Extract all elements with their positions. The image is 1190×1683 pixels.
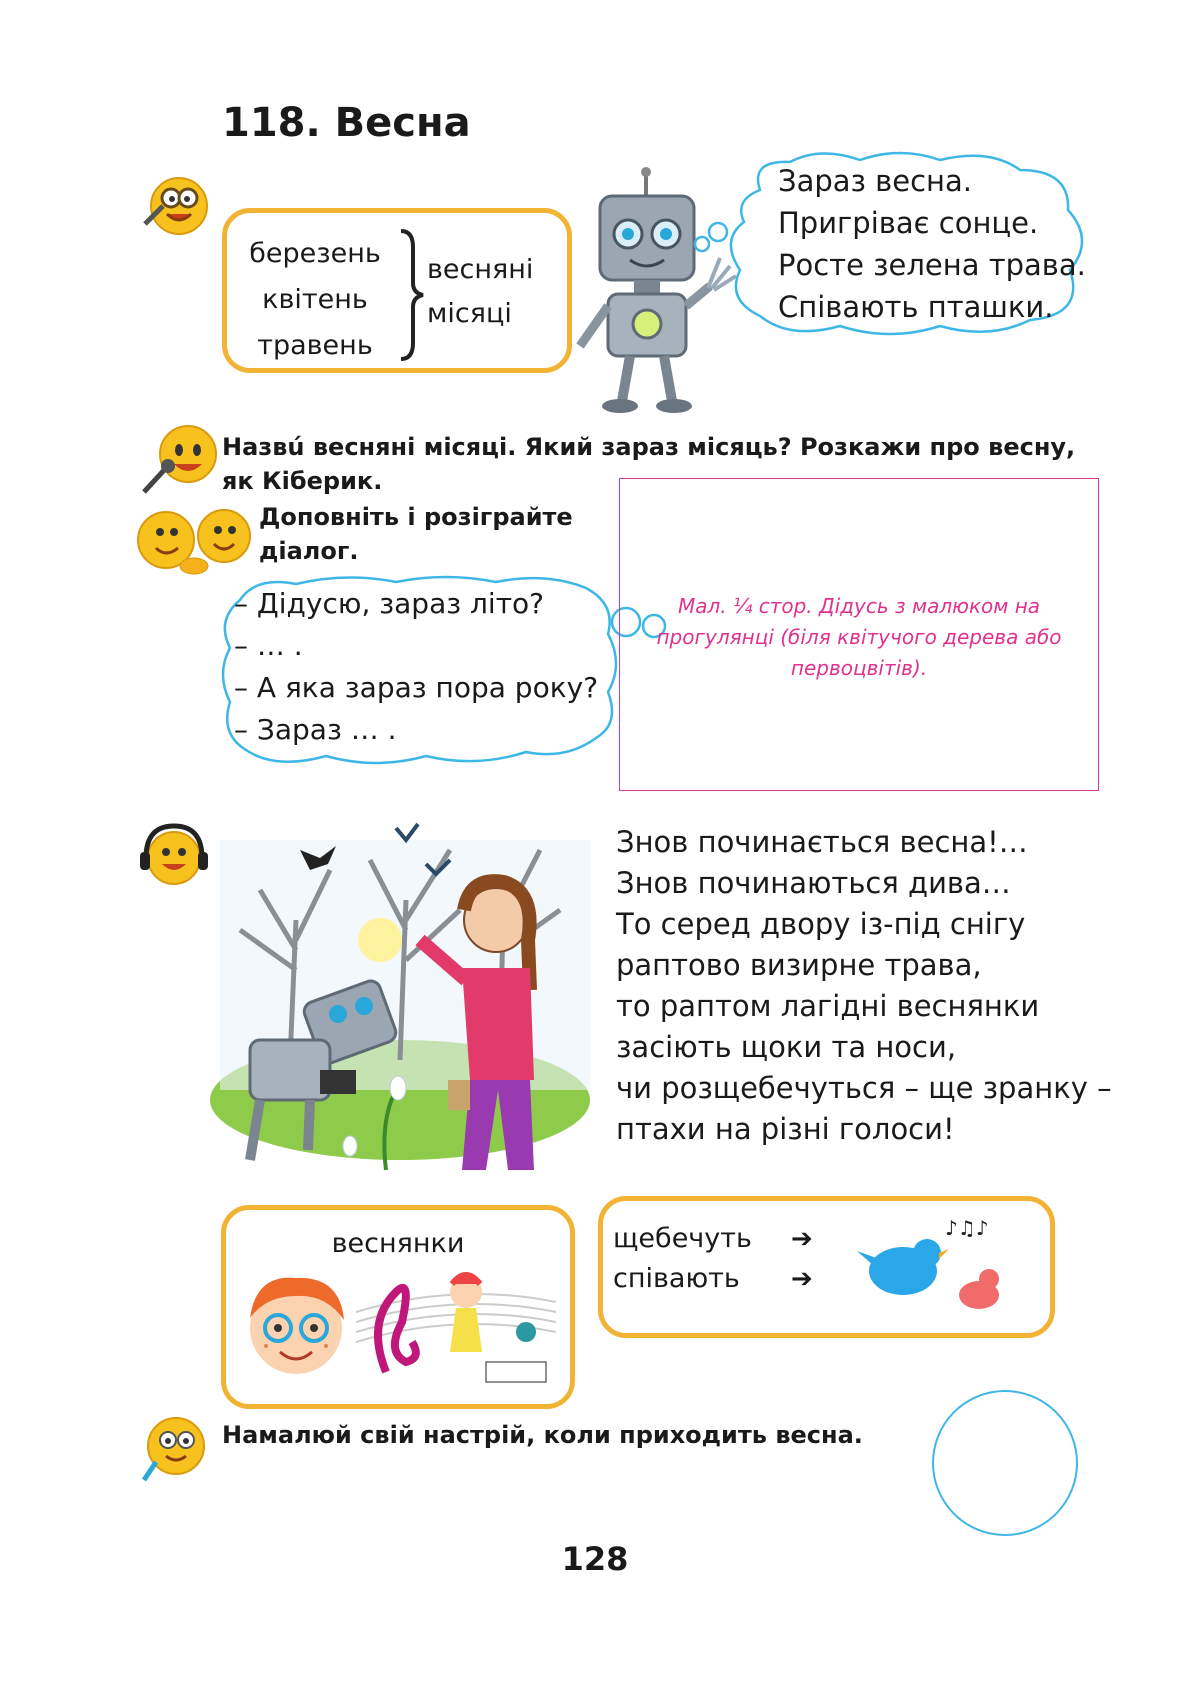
dialog-line: – … . (234, 629, 303, 662)
arrow-right-icon: ➔ (791, 1224, 813, 1254)
birds-box (598, 1196, 1055, 1338)
dialog-lines (234, 583, 598, 751)
singing-birds-illustration (853, 1209, 1013, 1319)
poem-line: Знов починається весна!… (616, 825, 1028, 859)
dialog-line: – Зараз … . (234, 713, 397, 746)
page-number: 128 (561, 1540, 629, 1578)
magnifier-smiley-icon (135, 168, 215, 240)
poem-line: Знов починаються дива… (616, 866, 1011, 900)
task3-instruction: Намалюй свій настрій, коли приходить весна. (222, 1421, 863, 1449)
robot-speech: Зараз весна. Пригріває сонце. Росте зелена трава. Співають пташки. (778, 164, 1086, 324)
freckled-face-illustration (236, 1270, 356, 1380)
curly-brace-icon (397, 227, 425, 362)
dialog-line: – Дідусю, зараз літо? (234, 587, 544, 620)
poem-line: чи розщебечуться – ще зранку – (616, 1071, 1112, 1105)
arrow-right-icon: ➔ (791, 1264, 813, 1294)
arrows (791, 1219, 813, 1299)
birds-verbs: щебечуть співають (613, 1223, 752, 1294)
poem-line: раптово визирне трава, (616, 948, 982, 982)
vesnyanky-label: веснянки (331, 1228, 465, 1259)
music-girl-illustration (356, 1262, 556, 1392)
image-placeholder-text: Мал. ¼ стор. Дідусь з малюком на прогулянці (біля квітучого дерева або первоцвітів). (656, 594, 1062, 680)
months-list (245, 231, 385, 369)
task1-instruction: Назвú весняні місяці. Який зараз місяць? Розкажи про весну, як Кіберик. (222, 433, 1076, 495)
spring-months-box (222, 208, 572, 373)
dialog-line: – А яка зараз пора року? (234, 671, 599, 704)
month-item: квітень (262, 284, 368, 315)
mood-drawing-circle[interactable] (932, 1390, 1078, 1536)
poem-line: птахи на різні голоси! (616, 1112, 955, 1146)
vesnyanky-box (221, 1205, 575, 1409)
months-label: весняні місяці (427, 254, 534, 329)
month-item: травень (257, 330, 373, 361)
poem-line: засіють щоки та носи, (616, 1030, 957, 1064)
poem-line: То серед двору із-під снігу (616, 907, 1026, 941)
two-smileys-handshake-icon (134, 506, 256, 578)
image-placeholder-box (619, 478, 1099, 791)
svg-text:♪♫♪: ♪♫♪ (945, 1216, 989, 1240)
poem (616, 822, 1112, 1150)
pencil-smiley-icon (136, 1410, 212, 1486)
spring-scene-illustration (200, 800, 600, 1190)
poem-line: то раптом лагідні веснянки (616, 989, 1040, 1023)
task2-instruction: Доповніть і розіграйте діалог. (259, 503, 573, 565)
month-item: березень (249, 238, 381, 269)
microphone-smiley-icon (136, 422, 220, 496)
lesson-title: 118. Весна (222, 100, 471, 146)
